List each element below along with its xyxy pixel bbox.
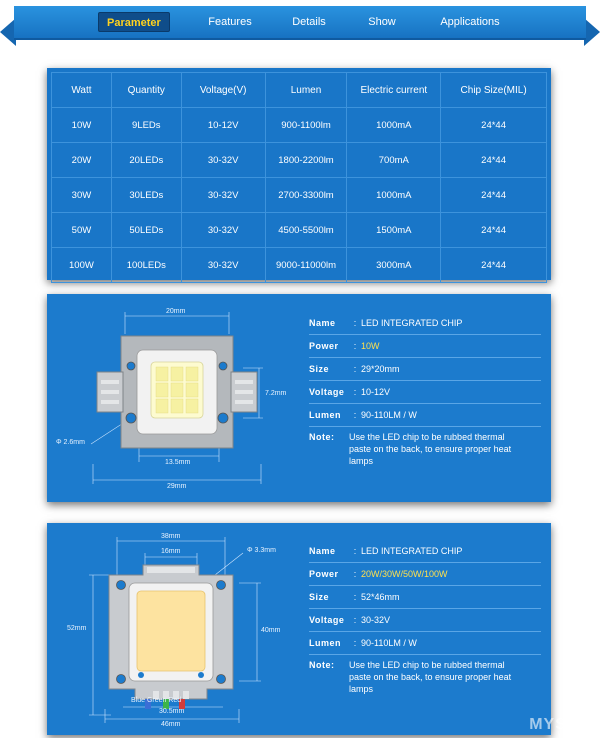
table-cell: 9000-11000lm — [265, 248, 347, 283]
table-cell: 900-1100lm — [265, 108, 347, 143]
table-cell: 30-32V — [181, 213, 265, 248]
spec-key: Name — [309, 546, 336, 556]
table-row — [52, 248, 547, 283]
spec-row-lumen: Lumen : 90-110LM / W — [309, 632, 541, 655]
nav-tab-applications[interactable]: Applications — [440, 16, 500, 28]
table-cell: 700mA — [347, 143, 441, 178]
parameter-table — [51, 72, 547, 283]
chip-high-power-specs — [309, 540, 541, 695]
table-cell: 24*44 — [441, 178, 547, 213]
spec-value: LED INTEGRATED CHIP — [361, 546, 463, 556]
spec-value: LED INTEGRATED CHIP — [361, 318, 463, 328]
wire-labels: Blue Green Red — [131, 697, 182, 704]
table-cell: 20LEDs — [111, 143, 181, 178]
spec-value: Use the LED chip to be rubbed thermal paste on the back, to ensure proper heat lamps — [349, 660, 512, 694]
dimension-label: 46mm — [161, 721, 181, 728]
dimension-label: 13.5mm — [165, 459, 191, 466]
spec-value: 29*20mm — [361, 364, 400, 374]
spec-row-voltage: Voltage : 10-12V — [309, 381, 541, 404]
table-cell: 4500-5500lm — [265, 213, 347, 248]
nav-ribbon-right — [584, 18, 600, 46]
table-row — [52, 213, 547, 248]
table-cell: 50W — [52, 213, 112, 248]
column-header: Lumen — [265, 73, 347, 108]
table-cell: 10W — [52, 108, 112, 143]
chip-10w-panel — [47, 294, 551, 502]
dimension-label: 38mm — [161, 533, 181, 540]
dimension-label: Φ 3.3mm — [247, 547, 276, 554]
dimension-label: 7.2mm — [265, 390, 287, 397]
spec-value: 30-32V — [361, 615, 391, 625]
table-cell: 24*44 — [441, 108, 547, 143]
spec-value: 10-12V — [361, 387, 391, 397]
table-cell: 30-32V — [181, 248, 265, 283]
spec-row-size: Size : 29*20mm — [309, 358, 541, 381]
spec-key: Lumen — [309, 410, 342, 420]
table-cell: 24*44 — [441, 143, 547, 178]
table-cell: 24*44 — [441, 248, 547, 283]
chip-high-power-panel — [47, 523, 551, 735]
nav-tab-parameter[interactable]: Parameter — [98, 12, 170, 32]
spec-row-power: Power : 10W — [309, 335, 541, 358]
chip-10w-drawing — [47, 294, 307, 502]
table-cell: 20W — [52, 143, 112, 178]
spec-row-lumen: Lumen : 90-110LM / W — [309, 404, 541, 427]
table-cell: 1000mA — [347, 108, 441, 143]
table-header-row — [52, 73, 547, 108]
spec-key: Lumen — [309, 638, 342, 648]
column-header: Voltage(V) — [181, 73, 265, 108]
nav-tab-show[interactable]: Show — [368, 16, 396, 28]
column-header: Watt — [52, 73, 112, 108]
table-cell: 10-12V — [181, 108, 265, 143]
column-header: Chip Size(MIL) — [441, 73, 547, 108]
spec-key: Note: — [309, 660, 335, 670]
dimension-label: 29mm — [167, 483, 187, 490]
watermark: MYSKU — [529, 716, 592, 733]
table-cell: 30-32V — [181, 178, 265, 213]
nav-tab-details[interactable]: Details — [292, 16, 326, 28]
spec-key: Note: — [309, 432, 335, 442]
spec-row-voltage: Voltage : 30-32V — [309, 609, 541, 632]
chip-10w-specs — [309, 312, 541, 467]
dimension-label: 20mm — [166, 308, 186, 315]
spec-value: 52*46mm — [361, 592, 400, 602]
spec-row-note — [309, 655, 541, 695]
spec-key: Size — [309, 592, 330, 602]
spec-key: Voltage — [309, 615, 345, 625]
dimension-label: 40mm — [261, 627, 281, 634]
spec-key: Power — [309, 569, 339, 579]
spec-key: Power — [309, 341, 339, 351]
spec-row-size: Size : 52*46mm — [309, 586, 541, 609]
table-cell: 24*44 — [441, 213, 547, 248]
dimension-label: Φ 2.6mm — [56, 439, 85, 446]
table-cell: 1000mA — [347, 178, 441, 213]
table-cell: 1800-2200lm — [265, 143, 347, 178]
parameter-table-panel — [47, 68, 551, 280]
table-row — [52, 143, 547, 178]
spec-value: 10W — [361, 341, 380, 351]
table-cell: 50LEDs — [111, 213, 181, 248]
spec-value: Use the LED chip to be rubbed thermal paste on the back, to ensure proper heat lamps — [349, 432, 512, 466]
column-header: Electric current — [347, 73, 441, 108]
table-row — [52, 108, 547, 143]
spec-key: Name — [309, 318, 336, 328]
table-row — [52, 178, 547, 213]
table-cell: 30W — [52, 178, 112, 213]
dimension-label: 16mm — [161, 548, 181, 555]
dimension-label: 52mm — [67, 625, 87, 632]
spec-key: Size — [309, 364, 330, 374]
table-cell: 9LEDs — [111, 108, 181, 143]
spec-value: 90-110LM / W — [361, 638, 417, 648]
spec-row-name: Name : LED INTEGRATED CHIP — [309, 312, 541, 335]
column-header: Quantity — [111, 73, 181, 108]
spec-row-name: Name : LED INTEGRATED CHIP — [309, 540, 541, 563]
table-cell: 30-32V — [181, 143, 265, 178]
spec-value: 90-110LM / W — [361, 410, 417, 420]
spec-value: 20W/30W/50W/100W — [361, 569, 448, 579]
table-cell: 2700-3300lm — [265, 178, 347, 213]
top-navigation — [0, 0, 600, 52]
dimension-label: 30.5mm — [159, 708, 185, 715]
table-cell: 30LEDs — [111, 178, 181, 213]
table-cell: 100LEDs — [111, 248, 181, 283]
nav-tab-features[interactable]: Features — [208, 16, 252, 28]
spec-row-power: Power : 20W/30W/50W/100W — [309, 563, 541, 586]
table-cell: 100W — [52, 248, 112, 283]
table-cell: 1500mA — [347, 213, 441, 248]
spec-row-note — [309, 427, 541, 467]
spec-key: Voltage — [309, 387, 345, 397]
table-cell: 3000mA — [347, 248, 441, 283]
